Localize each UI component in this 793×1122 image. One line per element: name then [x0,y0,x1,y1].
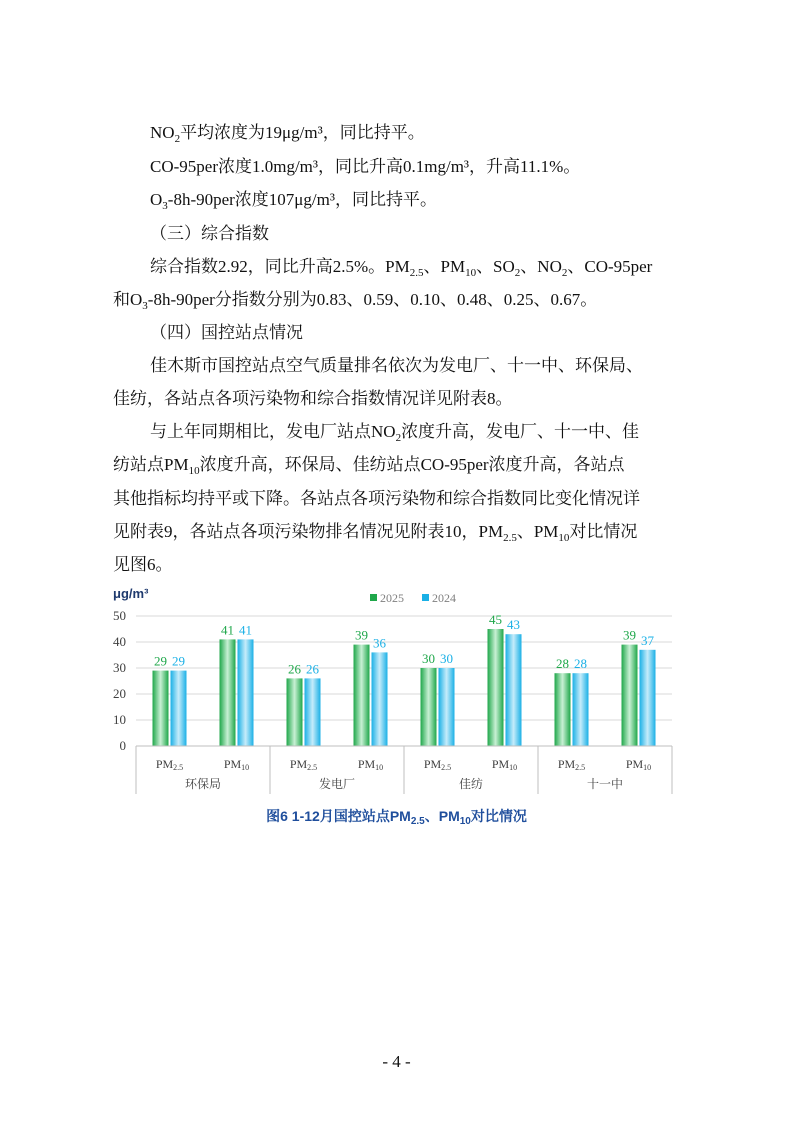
bar-value-label: 43 [507,617,520,633]
ranking-line-1: 佳木斯市国控站点空气质量排名依次为发电厂、十一中、环保局、 [150,356,643,375]
bar-value-label: 29 [172,653,185,669]
bar-2024 [171,671,187,746]
bar-value-label: 28 [556,656,569,672]
figure-caption: 图6 1-12月国控站点$PM_{2.5}$、$PM_{10}$对比情况 [266,808,527,827]
section-heading-composite-index: （三）综合指数 [150,224,269,243]
x-tick-label-pollutant: PM2.5 [557,757,586,772]
comparison-line-2: 纺站点$PM_{10}$浓度升高，环保局、佳纺站点CO-95per浓度升高，各站点 [113,455,625,477]
x-tick-label-station: 佳纺 [458,777,484,791]
comparison-line-5: 见图6。 [113,555,173,574]
bar-2025 [287,678,303,746]
comparison-line-1: 与上年同期相比，发电厂站点$NO_2$浓度升高，发电厂、十一中、佳 [150,422,640,444]
bar-value-label: 39 [355,627,368,643]
bar-value-label: 29 [154,653,167,669]
x-tick-label-pollutant: PM2.5 [155,757,184,772]
bar-value-label: 30 [440,651,453,666]
bar-2024 [573,673,589,746]
o3-paragraph: $O_3-8h-90per$浓度107μg/m³，同比持平。 [150,190,437,212]
x-tick-label-pollutant: PM10 [625,757,652,772]
bar-value-label: 41 [239,622,252,638]
section-heading-stations: （四）国控站点情况 [150,323,303,342]
bar-2024 [305,678,321,746]
x-tick-label-station: 环保局 [184,777,222,791]
comparison-line-3: 其他指标均持平或下降。各站点各项污染物和综合指数同比变化情况详 [113,489,640,508]
bar-value-label: 28 [574,656,587,672]
composite-index-line-1: 综合指数2.92，同比升高2.5%。$PM_{2.5}$、$PM_{10}$、$SO_2$、$NO_2$、CO-95per [150,257,653,279]
bar-2025 [622,645,638,746]
x-tick-label-pollutant: PM10 [357,757,384,772]
co-paragraph: CO-95per浓度1.0mg/m³，同比升高0.1mg/m³，升高11.1%。 [150,157,581,176]
bar-2025 [354,645,370,746]
legend-swatch [422,594,429,601]
x-tick-label-station: 十一中 [586,777,624,791]
no2-paragraph: $NO_2$平均浓度为19μg/m³，同比持平。 [150,123,425,145]
y-tick-label: 40 [113,634,126,649]
page-number: - 4 - [382,1052,411,1071]
legend-label: 2024 [432,591,456,605]
bar-2025 [555,673,571,746]
bar-2024 [372,652,388,746]
bar-2024 [439,668,455,746]
x-tick-label-station: 发电厂 [318,777,356,791]
legend-label: 2025 [380,591,404,605]
bar-value-label: 45 [489,612,502,627]
bar-2025 [153,671,169,746]
x-tick-label-pollutant: PM10 [223,757,250,772]
bar-value-label: 30 [422,651,435,666]
bar-value-label: 26 [306,661,319,677]
composite-index-line-2: 和$O_3-8h-90per$分指数分别为0.83、0.59、0.10、0.48、0.25、0.67。 [113,290,598,312]
comparison-line-4: 见附表9，各站点各项污染物排名情况见附表10，$PM_{2.5}$、$PM_{10}$对比情况 [113,522,638,544]
y-tick-label: 0 [119,738,126,753]
chart-y-unit: μg/m³ [113,586,149,601]
pm-comparison-chart [108,585,688,797]
bar-2025 [220,639,236,746]
bar-value-label: 41 [221,622,234,638]
y-tick-label: 30 [113,660,126,675]
y-tick-label: 10 [113,712,126,727]
bar-2024 [506,634,522,746]
legend-swatch [370,594,377,601]
bar-2024 [640,650,656,746]
x-tick-label-pollutant: PM10 [491,757,518,772]
bar-value-label: 26 [288,661,301,677]
bar-2025 [488,629,504,746]
bar-value-label: 37 [641,632,654,648]
x-tick-label-pollutant: PM2.5 [423,757,452,772]
bar-value-label: 36 [373,635,386,651]
ranking-line-2: 佳纺，各站点各项污染物和综合指数情况详见附表8。 [113,389,513,408]
y-tick-label: 20 [113,686,126,701]
x-tick-label-pollutant: PM2.5 [289,757,318,772]
y-tick-label: 50 [113,608,126,623]
bar-2024 [238,639,254,746]
bar-value-label: 39 [623,627,636,643]
bar-2025 [421,668,437,746]
